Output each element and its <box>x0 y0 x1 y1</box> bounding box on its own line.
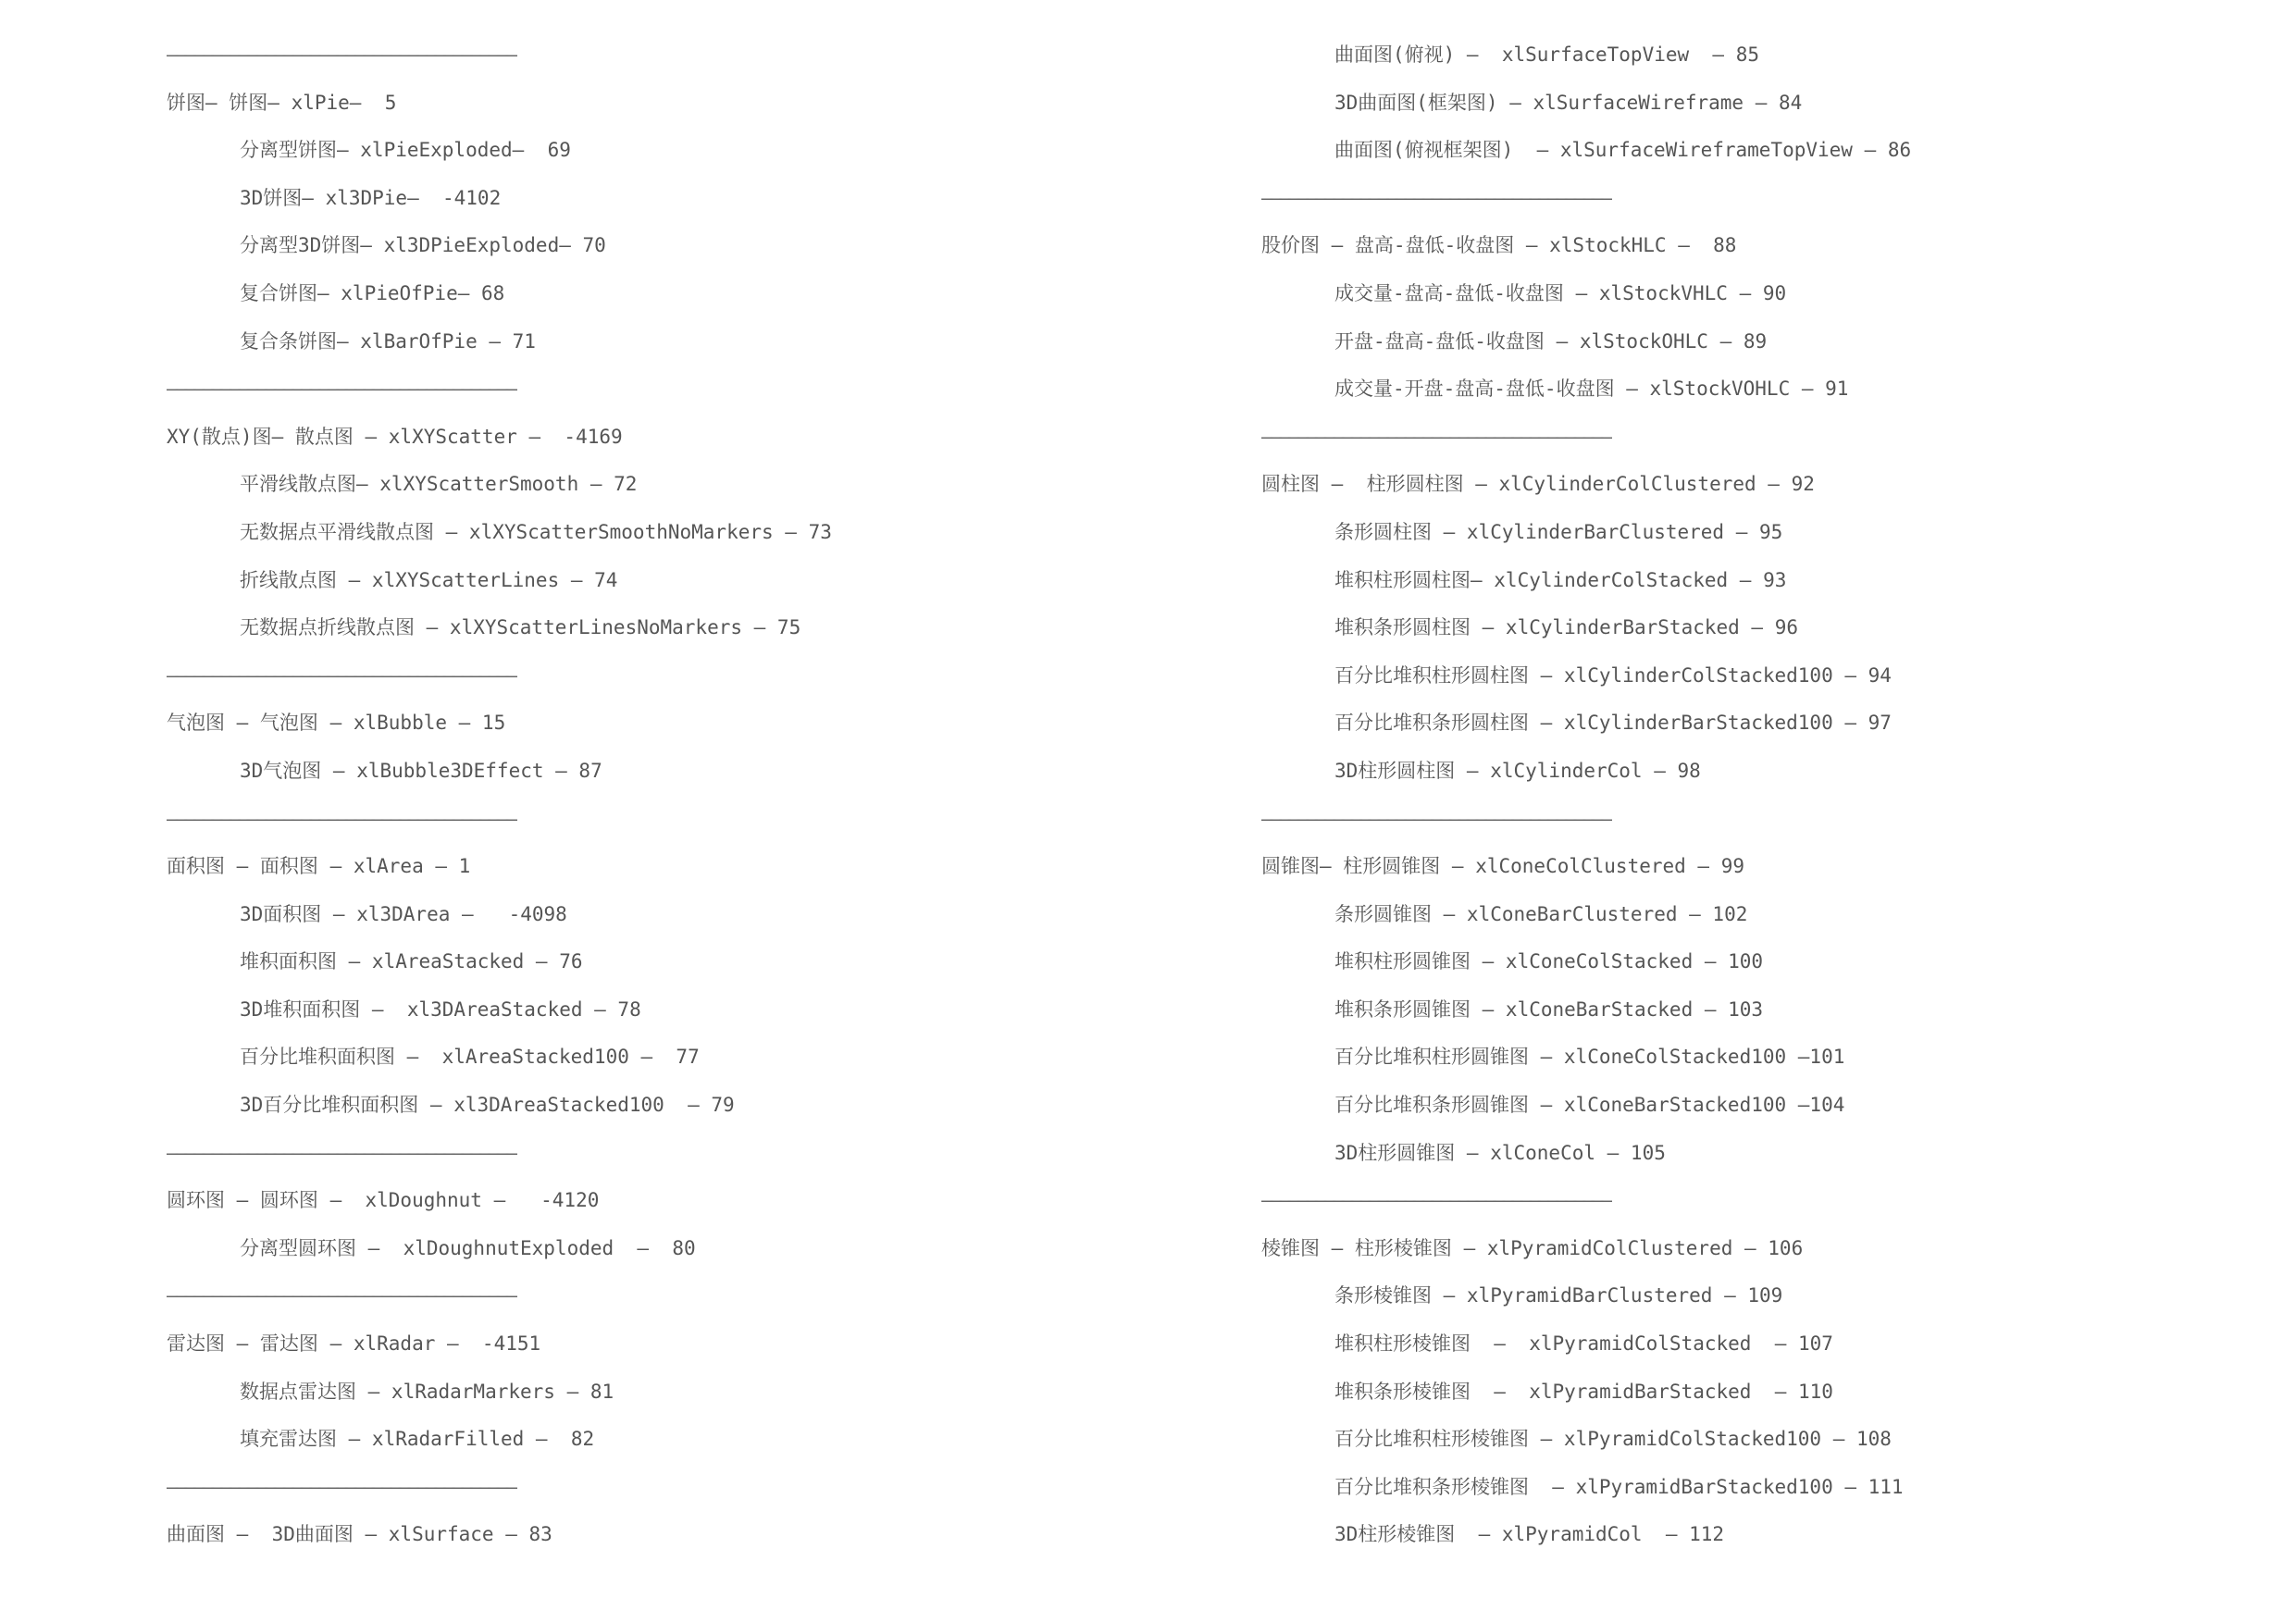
chart-type-entry: 平滑线散点图— xlXYScatterSmooth — 72 <box>240 473 638 496</box>
chart-type-entry: 数据点雷达图 — xlRadarMarkers — 81 <box>240 1380 614 1403</box>
chart-type-entry: 开盘-盘高-盘低-收盘图 — xlStockOHLC — 89 <box>1334 329 1768 353</box>
separator-line: ——————————————————————————————————————— <box>167 807 515 830</box>
chart-category-heading: 气泡图 — 气泡图 — xlBubble — 15 <box>167 712 506 735</box>
chart-type-entry: 分离型3D饼图— xl3DPieExploded— 70 <box>240 234 606 257</box>
chart-type-entry: 分离型圆环图 — xlDoughnutExploded — 80 <box>240 1236 696 1259</box>
chart-category-heading: 股价图 — 盘高-盘低-收盘图 — xlStockHLC — 88 <box>1261 234 1737 257</box>
chart-type-entry: 复合条饼图— xlBarOfPie — 71 <box>240 329 536 353</box>
chart-type-entry: 3D百分比堆积面积图 — xl3DAreaStacked100 — 79 <box>240 1094 735 1117</box>
chart-type-entry: 曲面图(俯视) — xlSurfaceTopView — 85 <box>1334 43 1760 66</box>
chart-type-entry: 条形圆柱图 — xlCylinderBarClustered — 95 <box>1334 520 1783 543</box>
chart-type-entry: 堆积柱形圆柱图— xlCylinderColStacked — 93 <box>1334 568 1787 591</box>
separator-line: ——————————————————————————————————————— <box>167 1284 515 1307</box>
chart-type-entry: 曲面图(俯视框架图) — xlSurfaceWireframeTopView — 86 <box>1334 139 1912 162</box>
chart-type-entry: 3D堆积面积图 — xl3DAreaStacked — 78 <box>240 997 641 1021</box>
separator-line: ——————————————————————————————————————— <box>167 43 515 66</box>
chart-type-entry: 百分比堆积条形棱锥图 — xlPyramidBarStacked100 — 111 <box>1334 1475 1904 1498</box>
chart-type-entry: 3D面积图 — xl3DArea — -4098 <box>240 902 567 925</box>
chart-type-entry: 成交量-开盘-盘高-盘低-收盘图 — xlStockVOHLC — 91 <box>1334 378 1849 401</box>
left-column <box>167 40 1185 1567</box>
chart-type-entry: 3D饼图— xl3DPie— -4102 <box>240 186 502 209</box>
chart-type-entry: 堆积条形圆锥图 — xlConeBarStacked — 103 <box>1334 997 1764 1021</box>
separator-line: ——————————————————————————————————————— <box>167 378 515 401</box>
chart-type-entry: 堆积条形棱锥图 — xlPyramidBarStacked — 110 <box>1334 1380 1833 1403</box>
chart-type-entry: 百分比堆积条形圆柱图 — xlCylinderBarStacked100 — 97 <box>1334 712 1892 735</box>
chart-type-entry: 成交量-盘高-盘低-收盘图 — xlStockVHLC — 90 <box>1334 281 1787 304</box>
separator-line: ——————————————————————————————————————— <box>1261 807 1610 830</box>
chart-type-entry: 3D气泡图 — xlBubble3DEffect — 87 <box>240 759 602 782</box>
chart-category-heading: 曲面图 — 3D曲面图 — xlSurface — 83 <box>167 1523 552 1546</box>
chart-category-heading: XY(散点)图— 散点图 — xlXYScatter — -4169 <box>167 425 623 448</box>
separator-line: ——————————————————————————————————————— <box>167 1141 515 1164</box>
chart-type-entry: 百分比堆积面积图 — xlAreaStacked100 — 77 <box>240 1046 700 1069</box>
chart-type-entry: 复合饼图— xlPieOfPie— 68 <box>240 281 505 304</box>
chart-category-heading: 圆环图 — 圆环图 — xlDoughnut — -4120 <box>167 1189 600 1212</box>
chart-type-entry: 堆积柱形棱锥图 — xlPyramidColStacked — 107 <box>1334 1332 1833 1356</box>
chart-type-entry: 条形圆锥图 — xlConeBarClustered — 102 <box>1334 902 1748 925</box>
chart-type-entry: 分离型饼图— xlPieExploded— 69 <box>240 139 571 162</box>
chart-type-entry: 堆积条形圆柱图 — xlCylinderBarStacked — 96 <box>1334 616 1799 639</box>
chart-category-heading: 圆锥图— 柱形圆锥图 — xlConeColClustered — 99 <box>1261 855 1745 878</box>
chart-type-entry: 无数据点折线散点图 — xlXYScatterLinesNoMarkers — 75 <box>240 616 801 639</box>
chart-type-entry: 3D柱形圆锥图 — xlConeCol — 105 <box>1334 1141 1666 1164</box>
chart-type-entry: 3D柱形圆柱图 — xlCylinderCol — 98 <box>1334 759 1701 782</box>
chart-type-entry: 填充雷达图 — xlRadarFilled — 82 <box>240 1428 595 1451</box>
chart-type-entry: 无数据点平滑线散点图 — xlXYScatterSmoothNoMarkers — 73 <box>240 520 832 543</box>
chart-type-entry: 百分比堆积柱形圆柱图 — xlCylinderColStacked100 — 94 <box>1334 663 1892 687</box>
chart-type-entry: 3D曲面图(框架图) — xlSurfaceWireframe — 84 <box>1334 91 1803 114</box>
chart-type-entry: 条形棱锥图 — xlPyramidBarClustered — 109 <box>1334 1284 1783 1307</box>
separator-line: ——————————————————————————————————————— <box>1261 186 1610 209</box>
chart-category-heading: 饼图— 饼图— xlPie— 5 <box>167 91 397 114</box>
chart-type-entry: 百分比堆积柱形圆锥图 — xlConeColStacked100 —101 <box>1334 1046 1845 1069</box>
right-column <box>1261 40 2279 1567</box>
chart-type-entry: 堆积面积图 — xlAreaStacked — 76 <box>240 950 583 973</box>
chart-type-entry: 3D柱形棱锥图 — xlPyramidCol — 112 <box>1334 1523 1725 1546</box>
separator-line: ——————————————————————————————————————— <box>1261 425 1610 448</box>
chart-type-entry: 堆积柱形圆锥图 — xlConeColStacked — 100 <box>1334 950 1764 973</box>
chart-type-entry: 百分比堆积条形圆锥图 — xlConeBarStacked100 —104 <box>1334 1094 1845 1117</box>
separator-line: ——————————————————————————————————————— <box>1261 1189 1610 1212</box>
separator-line: ——————————————————————————————————————— <box>167 1475 515 1498</box>
chart-category-heading: 面积图 — 面积图 — xlArea — 1 <box>167 855 471 878</box>
chart-category-heading: 圆柱图 — 柱形圆柱图 — xlCylinderColClustered — 92 <box>1261 473 1815 496</box>
chart-category-heading: 雷达图 — 雷达图 — xlRadar — -4151 <box>167 1332 541 1356</box>
chart-type-entry: 折线散点图 — xlXYScatterLines — 74 <box>240 568 618 591</box>
chart-type-entry: 百分比堆积柱形棱锥图 — xlPyramidColStacked100 — 108 <box>1334 1428 1892 1451</box>
chart-category-heading: 棱锥图 — 柱形棱锥图 — xlPyramidColClustered — 106 <box>1261 1236 1804 1259</box>
separator-line: ——————————————————————————————————————— <box>167 663 515 687</box>
